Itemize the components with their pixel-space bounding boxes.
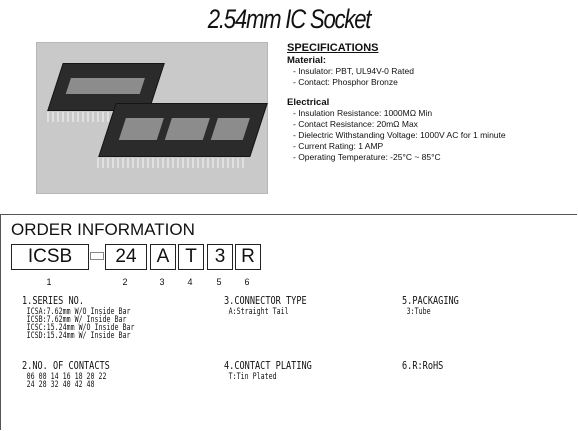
contacts-heading: 2.NO. OF CONTACTS bbox=[22, 359, 110, 372]
plating-item: T:Tin Plated bbox=[228, 372, 277, 382]
electrical-item: - Contact Resistance: 20mΩ Max bbox=[293, 119, 418, 129]
series-section bbox=[22, 294, 134, 340]
code-box-contacts: 24 bbox=[105, 244, 147, 270]
specifications-heading: SPECIFICATIONS bbox=[287, 42, 379, 54]
order-information-title: ORDER INFORMATION bbox=[11, 220, 195, 239]
plating-section bbox=[224, 359, 312, 381]
series-item: ICSC:15.24mm W/O Inside Bar bbox=[26, 323, 135, 333]
code-number: 2 bbox=[122, 277, 128, 287]
series-item: ICSD:15.24mm W/ Inside Bar bbox=[26, 331, 131, 341]
page-title: 2.54mm IC Socket bbox=[207, 4, 371, 34]
code-separator bbox=[90, 252, 104, 260]
series-item: ICSA:7.62mm W/O Inside Bar bbox=[26, 307, 131, 317]
series-heading: 1.SERIES NO. bbox=[22, 294, 84, 307]
material-item: - Contact: Phosphor Bronze bbox=[293, 77, 398, 87]
code-box-rohs: R bbox=[235, 244, 261, 270]
code-number: 5 bbox=[216, 277, 222, 287]
code-number: 6 bbox=[244, 277, 250, 287]
code-box-packaging: 3 bbox=[207, 244, 233, 270]
packaging-heading: 5.PACKAGING bbox=[402, 294, 459, 307]
electrical-item: - Operating Temperature: -25°C ~ 85°C bbox=[293, 152, 441, 162]
material-heading: Material: bbox=[287, 55, 327, 66]
contacts-item: 06 08 14 16 18 20 22 bbox=[26, 372, 107, 382]
electrical-item: - Insulation Resistance: 1000MΩ Min bbox=[293, 108, 433, 118]
specifications-block bbox=[287, 43, 506, 163]
large-socket-pins bbox=[97, 155, 247, 165]
electrical-item: - Current Rating: 1 AMP bbox=[293, 141, 384, 151]
product-photo bbox=[36, 42, 268, 194]
code-box-connector: A bbox=[150, 244, 176, 270]
code-number: 3 bbox=[159, 277, 165, 287]
packaging-section bbox=[402, 294, 459, 316]
code-number: 1 bbox=[46, 277, 52, 287]
connector-heading: 3.CONNECTOR TYPE bbox=[224, 294, 307, 307]
electrical-item: - Dielectric Withstanding Voltage: 1000V AC for 1 minute bbox=[293, 130, 506, 140]
plating-heading: 4.CONTACT PLATING bbox=[224, 359, 312, 372]
code-box-series: ICSB bbox=[11, 244, 89, 270]
electrical-heading: Electrical bbox=[287, 97, 330, 108]
contacts-section bbox=[22, 359, 110, 389]
packaging-item: 3:Tube bbox=[406, 307, 431, 317]
connector-section bbox=[224, 294, 307, 316]
rohs-section bbox=[402, 359, 443, 373]
code-number: 4 bbox=[187, 277, 193, 287]
material-item: - Insulator: PBT, UL94V-0 Rated bbox=[293, 66, 414, 76]
large-socket-image bbox=[98, 103, 268, 157]
rohs-heading: 6.R:RoHS bbox=[402, 359, 444, 372]
connector-item: A:Straight Tail bbox=[228, 307, 289, 317]
series-item: ICSB:7.62mm W/ Inside Bar bbox=[26, 315, 127, 325]
code-box-plating: T bbox=[178, 244, 204, 270]
contacts-item: 24 28 32 40 42 48 bbox=[26, 380, 95, 390]
